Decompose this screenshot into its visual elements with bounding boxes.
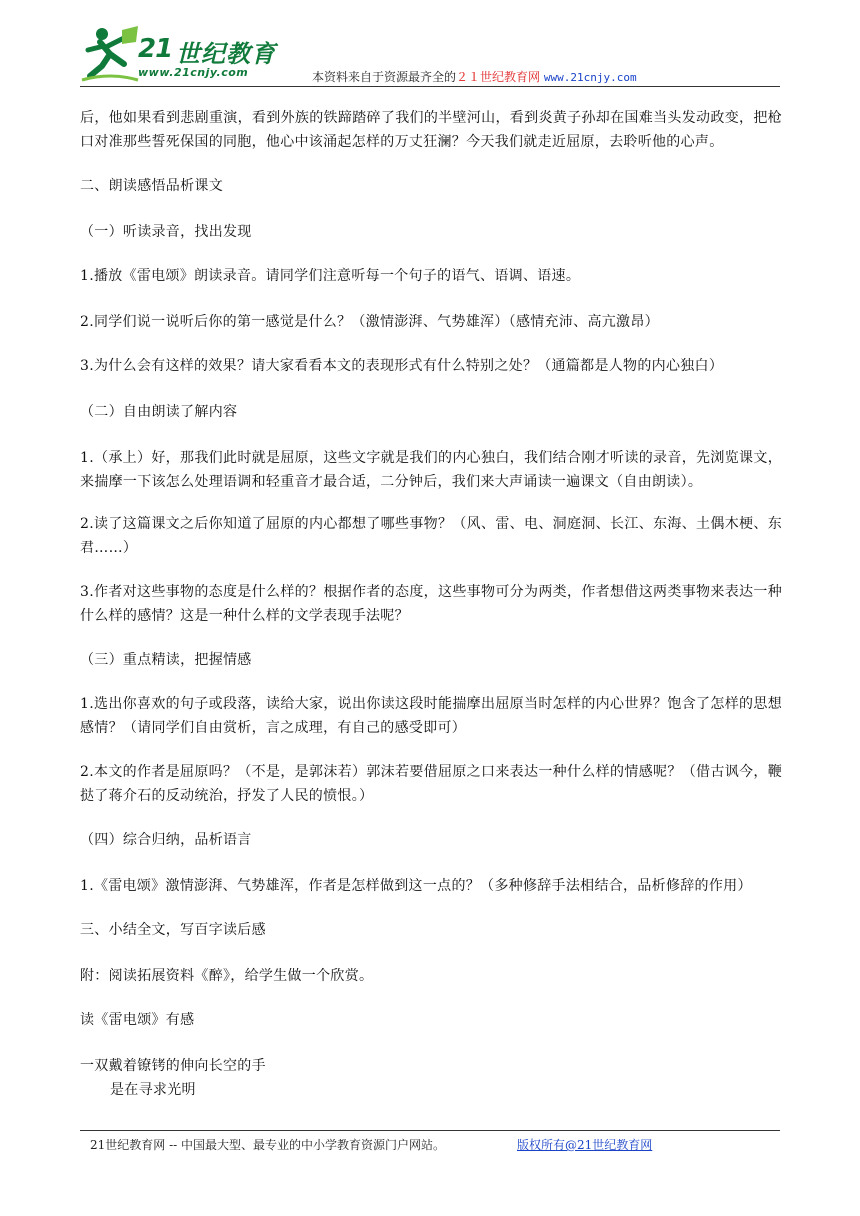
footer-divider (80, 1130, 780, 1131)
subsection-heading: （一）听读录音，找出发现 (80, 224, 252, 240)
header-divider (80, 86, 780, 87)
poem-line: 是在寻求光明 (110, 1082, 196, 1098)
paragraph: 1.《雷电颂》激情澎湃、气势雄浑，作者是怎样做到这一点的？（多种修辞手法相结合，品析修辞的作用） (80, 878, 752, 894)
copyright-link[interactable]: 版权所有@21世纪教育网 (517, 1138, 653, 1152)
source-highlight: ２１世纪教育网 (456, 70, 541, 84)
site-logo (80, 24, 310, 84)
subsection-heading: （三）重点精读，把握情感 (80, 652, 252, 668)
section-heading: 三、小结全文，写百字读后感 (80, 922, 266, 938)
source-url-link[interactable]: www.21cnjy.com (543, 71, 637, 84)
paragraph: 2.读了这篇课文之后你知道了屈原的内心都想了哪些事物？（风、雷、电、洞庭洞、长江、东海、土偶木梗、东君……） (80, 516, 782, 556)
paragraph: 附：阅读拓展资料《醉》，给学生做一个欣赏。 (80, 968, 374, 984)
source-notice (312, 68, 637, 85)
paragraph: 2.同学们说一说听后你的第一感觉是什么？（激情澎湃、气势雄浑）（感情充沛、高亢激昂） (80, 314, 659, 330)
logo-number: 21 (138, 34, 173, 64)
footer-text: 21世纪教育网 -- 中国最大型、最专业的中小学教育资源门户网站。 (90, 1138, 446, 1152)
paragraph: 1.（承上）好，那我们此时就是屈原，这些文字就是我们的内心独白，我们结合刚才听读的录音，先浏览课文，来揣摩一下该怎么处理语调和轻重音才最合适，二分钟后，我们来大声诵读一遍课文（自由朗读）。 (80, 450, 782, 490)
paragraph: 3.作者对这些事物的态度是什么样的？根据作者的态度，这些事物可分为两类，作者想借这两类事物来表达一种什么样的感情？这是一种什么样的文学表现手法呢？ (80, 584, 782, 624)
section-heading: 二、朗读感悟品析课文 (80, 178, 223, 194)
paragraph: 3.为什么会有这样的效果？请大家看看本文的表现形式有什么特别之处？（通篇都是人物的内心独白） (80, 358, 724, 374)
paragraph: 2.本文的作者是屈原吗？（不是，是郭沫若）郭沫若要借屈原之口来表达一种什么样的情感呢？（借古讽今，鞭挞了蒋介石的反动统治，抒发了人民的愤恨。） (80, 764, 782, 804)
page-header (0, 0, 860, 92)
subsection-heading: （二）自由朗读了解内容 (80, 404, 238, 420)
running-figure-icon (80, 24, 140, 84)
paragraph: 1.选出你喜欢的句子或段落，读给大家，说出你读这段时能揣摩出屈原当时怎样的内心世界？饱含了怎样的思想感情？（请同学们自由赏析，言之成理，有自己的感受即可） (80, 696, 782, 736)
essay-title: 读《雷电颂》有感 (80, 1012, 195, 1028)
logo-url: www.21cnjy.com (138, 66, 249, 79)
source-prefix: 本资料来自于资源最齐全的 (312, 70, 457, 84)
paragraph: 后，他如果看到悲剧重演，看到外族的铁蹄踏碎了我们的半壁河山，看到炎黄子孙却在国难当头发动政变，把枪口对准那些誓死保国的同胞，他心中该涌起怎样的万丈狂澜？今天我们就走近屈原，去聆听他的心声。 (80, 110, 782, 150)
subsection-heading: （四）综合归纳，品析语言 (80, 832, 252, 848)
logo-text: 世纪教育 (176, 40, 276, 68)
poem-line: 一双戴着镣铐的伸向长空的手 (80, 1058, 266, 1074)
paragraph: 1.播放《雷电颂》朗读录音。请同学们注意听每一个句子的语气、语调、语速。 (80, 268, 581, 284)
